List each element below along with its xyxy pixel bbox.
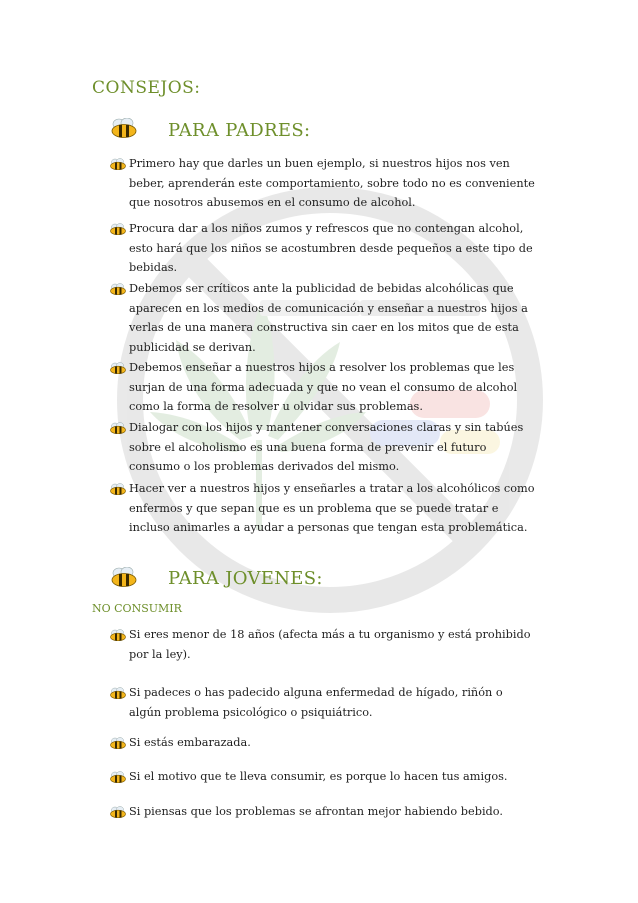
bee-bullet-icon — [109, 771, 127, 783]
bee-bullet-icon — [109, 806, 127, 818]
bee-bullet-icon — [109, 422, 127, 434]
bee-icon — [109, 567, 139, 587]
bee-bullet-icon — [109, 687, 127, 699]
bee-bullet-icon — [109, 629, 127, 641]
page-title: CONSEJOS: — [92, 78, 201, 98]
bee-icon — [109, 118, 139, 138]
bee-bullet-icon — [109, 362, 127, 374]
bee-bullet-icon — [109, 283, 127, 295]
section-heading-jovenes: PARA JOVENES: — [168, 568, 323, 589]
section-heading-padres: PARA PADRES: — [168, 120, 311, 141]
bee-bullet-icon — [109, 483, 127, 495]
document-page: CONSEJOS: PARA PADRES: Primero hay que darles un buen ejemplo, si nuestros hijos nos ven beber, aprenderán este comportamiento, sobre todo no es conveniente que nosotros abusemos en el consumo de alcohol. Procura dar a los niños zumos y refrescos que no contengan alcohol, esto hará que los niños se acostumbren desde pequeños a este tipo de bebidas. Debemos ser críticos ante la publicidad de bebidas alcohólicas que aparecen en los medios de comunicación y enseñar a nuestros hijos a verlas de una manera constructiva sin caer en los mitos que de esta publicidad se derivan. Debemos enseñar a nuestros hijos a resolver los problemas que les surjan de una forma adecuada y que no vean el consumo de alcohol como la forma de resolver u olvidar sus problemas. Dialogar con los hijos y mantener conversaciones claras y sin tabúes sobre el alcoholismo es una buena forma de prevenir el futuro consumo o los problemas derivados del mismo. Hacer ver a nuestros hijos y enseñarles a tratar a los alcohólicos como enfermos y que sepan que es un problema que se puede tratar e incluso animarles a ayudar a personas que tengan esta problemática. PARA JOVENES: NO CONSUMIR Si eres menor de 18 años (afecta más a tu organismo y está prohibido por la ley). Si padeces o has padecido alguna enfermedad de hígado, riñón o algún problema psicológico o psiquiátrico. Si estás embarazada. Si el motivo que te lleva consumir, es porque lo hacen tus amigos. Si piensas que los problemas se afrontan mejor habiendo bebido. — [0, 0, 638, 903]
bee-bullet-icon — [109, 158, 127, 170]
no-consumir-label: NO CONSUMIR — [92, 602, 182, 615]
bee-bullet-icon — [109, 737, 127, 749]
bee-bullet-icon — [109, 223, 127, 235]
